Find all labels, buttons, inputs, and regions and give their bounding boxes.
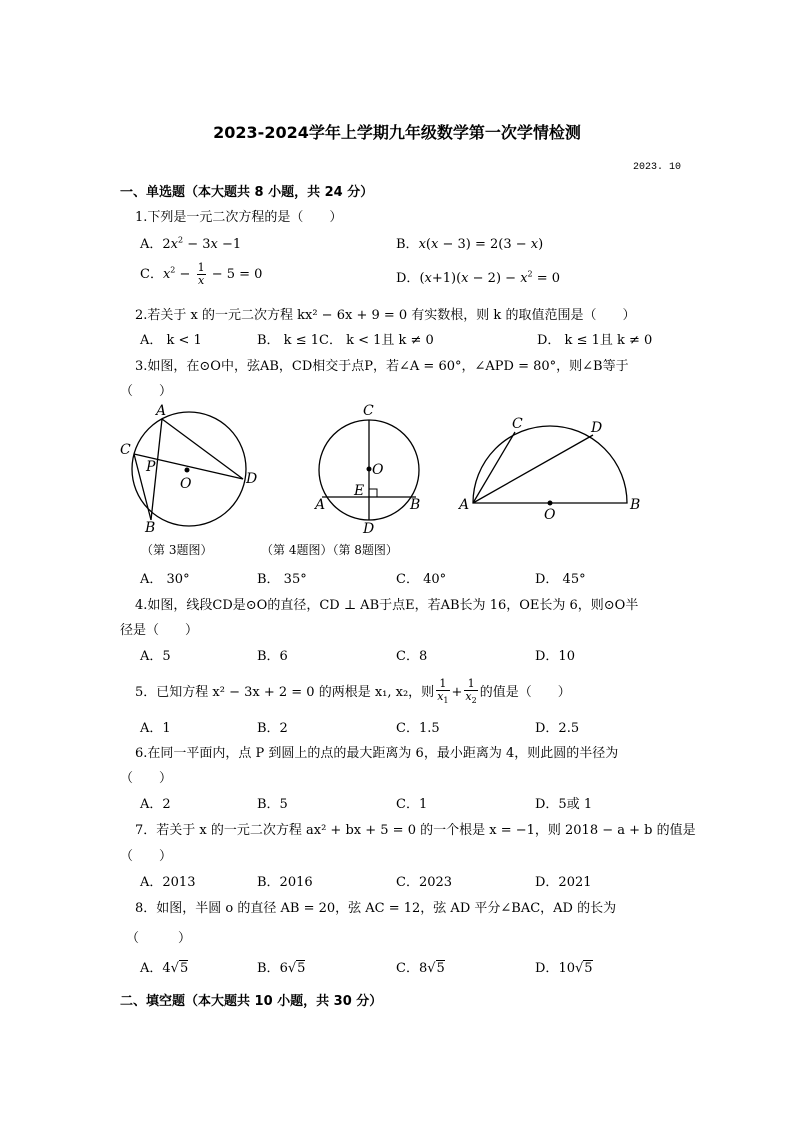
q2-stem: 2.若关于 x 的一元二次方程 kx² − 6x + 9 = 0 有实数根，则 k 的取值范围是（ ） [135,308,636,323]
q8-option-d[interactable]: D．10√5 [535,961,593,976]
q2-option-a[interactable]: A． k < 1 [140,333,202,348]
q3-option-d[interactable]: D． 45° [535,572,586,587]
q3-option-a[interactable]: A． 30° [140,572,190,587]
fig4-label-o: O [372,462,384,478]
q3-stem: 3.如图，在⊙O中，弦AB，CD相交于点P，若∠A = 60°，∠APD = 80°，则∠B等于 [135,359,629,374]
q6-option-b[interactable]: B．5 [257,797,288,812]
figure-3 [120,403,257,536]
q8-option-c-label: C． [396,961,419,976]
fig8-label-a: A [459,497,470,513]
section-1-heading: 一、单选题（本大题共 8 小题，共 24 分） [120,185,374,200]
fig3-label-d: D [246,471,258,487]
fig4-label-d: D [363,521,375,537]
q6-option-d[interactable]: D．5或 1 [535,797,593,812]
q4-option-c[interactable]: C．8 [396,649,428,664]
q8-option-a-label: A． [140,961,163,976]
section-2-heading: 二、填空题（本大题共 10 小题，共 30 分） [120,994,383,1009]
q4-option-a[interactable]: A．5 [140,649,171,664]
q8-option-b-label: B． [257,961,280,976]
fig4-label-b: B [410,497,421,513]
q4-option-d[interactable]: D．10 [535,649,575,664]
page-title: 2023-2024学年上学期九年级数学第一次学情检测 [213,123,581,142]
q4-stem-cont: 径是（ ） [120,623,199,638]
fig8-label-o: O [544,507,556,523]
q1-option-b-label: B． [396,237,419,252]
q1-option-a-label: A． [140,237,163,252]
q6-stem: 6.在同一平面内，点 P 到圆上的点的最大距离为 6，最小距离为 4，则此圆的半径为 [135,746,619,761]
q8-stem: 8．如图，半圆 o 的直径 AB = 20，弦 AC = 12，弦 AD 平分∠BAC，AD 的长为 [135,901,617,916]
q5-option-a[interactable]: A．1 [140,721,171,736]
fig4-label-c: C [363,403,374,419]
q8-paren: （ ） [126,931,192,946]
fig8-label-b: B [630,497,641,513]
q8-option-b[interactable]: B．6√5 [257,961,306,976]
fig3-label-o: O [180,476,192,492]
q7-option-c[interactable]: C．2023 [396,875,453,890]
q2-option-d[interactable]: D． k ≤ 1且 k ≠ 0 [537,333,653,348]
q1-stem: 1.下列是一元二次方程的是（ ） [135,210,343,225]
q3-option-c[interactable]: C． 40° [396,572,447,587]
q7-option-d[interactable]: D．2021 [535,875,592,890]
q6-option-a[interactable]: A．2 [140,797,171,812]
fig3-label-c: C [120,442,131,458]
fig4-label-e: E [354,483,365,499]
q8-option-a[interactable]: A．4√5 [140,961,189,976]
q1-option-d[interactable]: D．$(x+1)(x - 2) - x^2 = 0$ [396,269,561,286]
q7-option-a[interactable]: A．2013 [140,875,196,890]
figure-8 [457,416,640,523]
q5-stem: 5．已知方程 x² − 3x + 2 = 0 的两根是 x₁, x₂，则 $\frac{1}{x_1}$ + $\frac{1}{x_2}$ 的值是（ ） [135,677,571,706]
figure-4 [313,403,420,537]
fig3-label-b: B [145,520,156,536]
q5-stem-b: 的值是（ ） [479,685,571,701]
q1-option-c-label: C． [140,267,163,282]
q7-paren: （ ） [120,849,173,864]
q2-option-b-c[interactable]: B． k ≤ 1C． k < 1且 k ≠ 0 [257,333,434,348]
q5-stem-a: 5．已知方程 x² − 3x + 2 = 0 的两根是 x₁, x₂，则 [135,685,435,701]
fig8-label-c: C [512,416,523,432]
q4-option-b[interactable]: B．6 [257,649,288,664]
figures-row [110,395,670,540]
q3-option-b[interactable]: B． 35° [257,572,307,587]
q4-stem: 4.如图，线段CD是⊙O的直径，CD ⊥ AB于点E，若AB长为 16，OE长为 6，则⊙O半 [135,598,639,613]
q1-option-d-label: D． [396,271,420,286]
q7-stem: 7．若关于 x 的一元二次方程 ax² + bx + 5 = 0 的一个根是 x = −1，则 2018 − a + b 的值是 [135,823,696,838]
q5-option-c[interactable]: C．1.5 [396,721,440,736]
q6-paren: （ ） [120,771,173,786]
fig4-label-a: A [315,497,326,513]
q1-option-c[interactable]: C．$x^2$ − $\frac{1}{x}$ − 5 = 0 [140,261,263,287]
q3-paren: （ ） [120,384,173,399]
q8-option-d-label: D． [535,961,559,976]
q8-option-c[interactable]: C．8√5 [396,961,445,976]
q7-option-b[interactable]: B．2016 [257,875,313,890]
fig3-label-a: A [156,403,167,419]
exam-date: 2023. 10 [633,162,682,173]
q5-option-b[interactable]: B．2 [257,721,288,736]
q6-option-c[interactable]: C．1 [396,797,428,812]
q1-option-a[interactable]: A．$2x^2 - 3x -1$ [140,235,242,252]
figure-3-caption: （第 3题图） [141,543,213,557]
figure-4-8-caption: （第 4题图）（第 8题图） [261,543,398,557]
q1-option-b[interactable]: B．x(x − 3) = 2(3 − x) [396,237,544,252]
fig3-label-p: P [146,459,156,475]
fig8-label-d: D [591,420,603,436]
q5-option-d[interactable]: D．2.5 [535,721,580,736]
